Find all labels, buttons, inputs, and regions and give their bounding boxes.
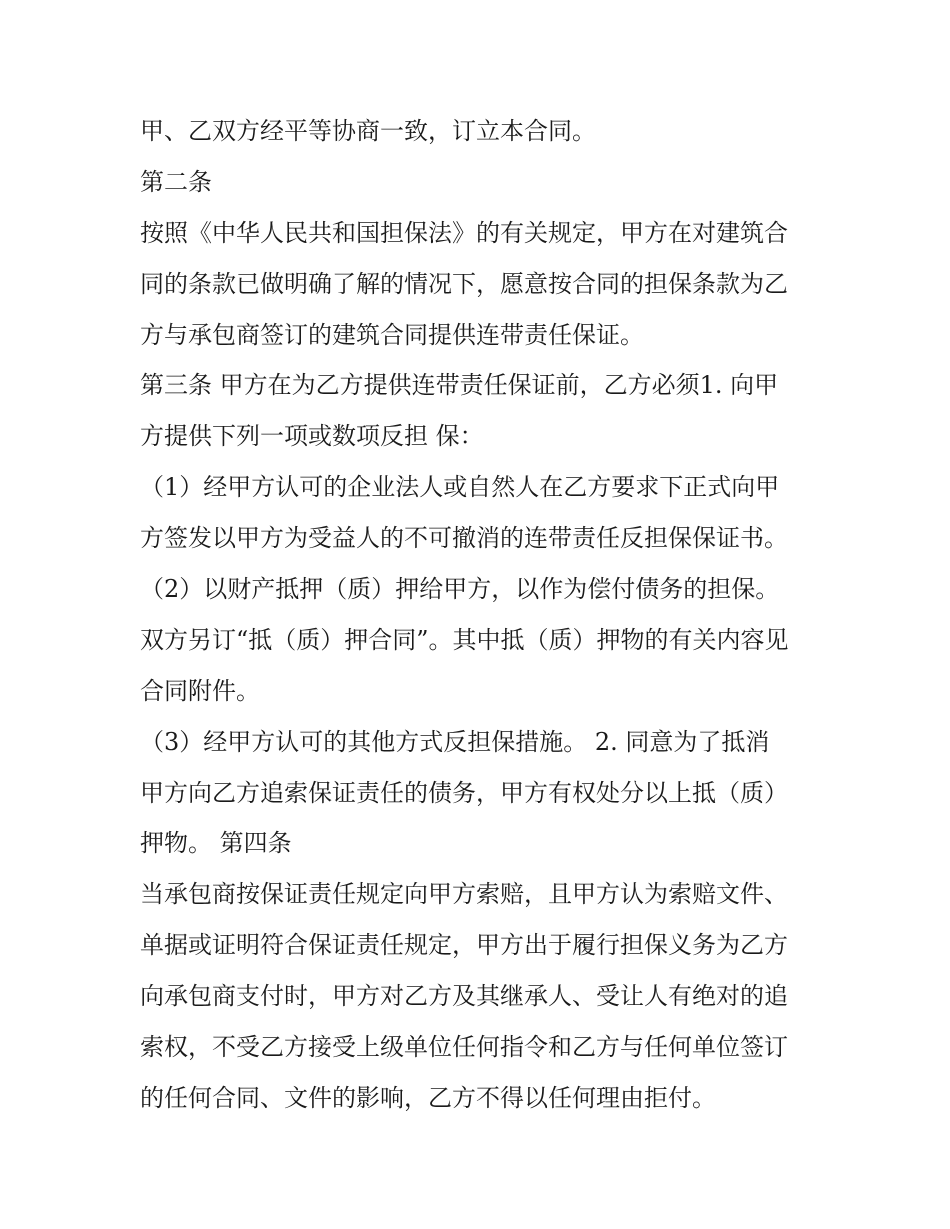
text-line: （1）经甲方认可的企业法人或自然人在乙方要求下正式向甲 [140, 473, 780, 502]
text-line: 的任何合同、文件的影响，乙方不得以任何理由拒付。 [140, 1083, 716, 1112]
text-line: 合同附件。 [140, 676, 260, 705]
text-line: 同的条款已做明确了解的情况下，愿意按合同的担保条款为乙 [140, 269, 788, 298]
article-heading: 第二条 [140, 167, 212, 196]
text-line: 方签发以甲方为受益人的不可撤消的连带责任反担保保证书。 [140, 524, 788, 553]
text-line: 双方另订“抵（质）押合同”。其中抵（质）押物的有关内容见 [140, 625, 789, 654]
text-line: （2）以财产抵押（质）押给甲方，以作为偿付债务的担保。 [140, 575, 780, 604]
text-line: （3）经甲方认可的其他方式反担保措施。 2. 同意为了抵消 [140, 727, 770, 756]
text-line: 单据或证明符合保证责任规定，甲方出于履行担保义务为乙方 [140, 931, 788, 960]
text-line: 第三条 甲方在为乙方提供连带责任保证前，乙方必须1. 向甲 [140, 371, 779, 400]
text-line: 按照《中华人民共和国担保法》的有关规定，甲方在对建筑合 [140, 218, 788, 247]
text-line: 甲、乙双方经平等协商一致，订立本合同。 [140, 117, 596, 145]
document-body [140, 109, 820, 1127]
text-line: 方提供下列一项或数项反担 保： [140, 422, 484, 451]
text-line: 向承包商支付时，甲方对乙方及其继承人、受让人有绝对的追 [140, 982, 788, 1011]
text-line: 方与承包商签订的建筑合同提供连带责任保证。 [140, 320, 644, 349]
text-line: 索权，不受乙方接受上级单位任何指令和乙方与任何单位签订 [140, 1033, 788, 1062]
text-line: 当承包商按保证责任规定向甲方索赔，且甲方认为索赔文件、 [140, 880, 788, 909]
text-line: 押物。 第四条 [140, 829, 292, 858]
text-line: 甲方向乙方追索保证责任的债务，甲方有权处分以上抵（质） [140, 778, 788, 807]
